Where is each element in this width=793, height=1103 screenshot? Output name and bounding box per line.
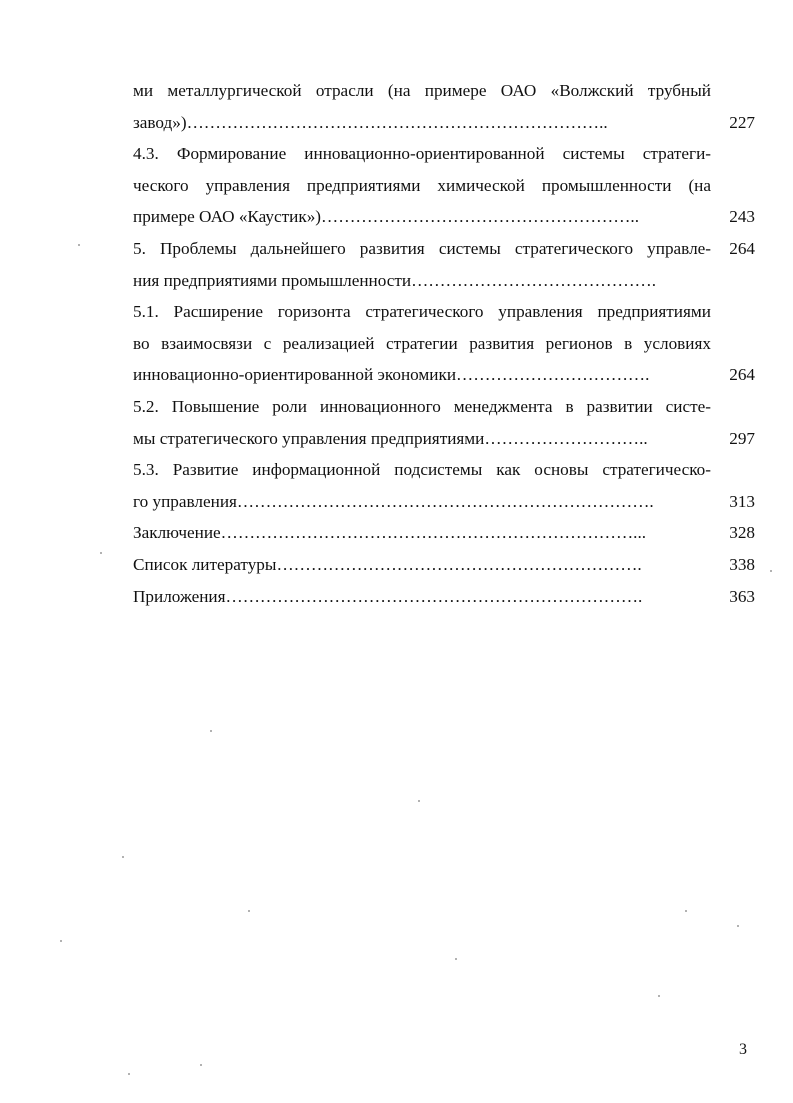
toc-entry bbox=[133, 391, 755, 454]
scan-speck bbox=[128, 1073, 130, 1075]
toc-entry-page: 363 bbox=[729, 586, 755, 606]
toc-entry-page: 313 bbox=[729, 491, 755, 511]
toc-entry-text bbox=[133, 581, 711, 613]
toc-entry-text bbox=[133, 138, 711, 233]
toc-entry bbox=[133, 517, 755, 549]
scan-speck bbox=[78, 244, 80, 246]
toc-entry bbox=[133, 549, 755, 581]
toc-entry-line: инновационно-ориентированной экономики……………………………. bbox=[133, 365, 650, 385]
toc-entry-line: 5. Проблемы дальнейшего развития системы стратегического управле- bbox=[133, 238, 711, 258]
scan-speck bbox=[418, 800, 420, 802]
toc-entry-page: 264 bbox=[729, 365, 755, 385]
scan-speck bbox=[100, 552, 102, 554]
scan-speck bbox=[658, 995, 660, 997]
toc-entry-line: 5.1. Расширение горизонта стратегического управления предприятиями bbox=[133, 302, 711, 322]
toc-entry-line: Приложения………………………………………………………………. bbox=[133, 586, 643, 606]
scan-speck bbox=[200, 1064, 202, 1066]
toc-entry-line: примере ОАО «Каустик»)……………………………………………….. bbox=[133, 207, 639, 227]
toc-entry bbox=[133, 233, 755, 296]
toc-entry-page: 243 bbox=[729, 207, 755, 227]
toc-entry bbox=[133, 138, 755, 233]
toc-entry-line: го управления………………………………………………………………. bbox=[133, 491, 654, 511]
toc-entry-line: 5.3. Развитие информационной подсистемы как основы стратегическо- bbox=[133, 460, 711, 480]
scan-speck bbox=[770, 570, 772, 572]
toc-entry-line: 4.3. Формирование инновационно-ориентированной системы стратеги- bbox=[133, 144, 711, 164]
scan-speck bbox=[248, 910, 250, 912]
toc-entry-line: во взаимосвязи с реализацией стратегии развития регионов в условиях bbox=[133, 333, 711, 353]
toc-entry bbox=[133, 296, 755, 391]
toc-entry-line: ческого управления предприятиями химической промышленности (на bbox=[133, 175, 711, 195]
toc-entry-page: 264 bbox=[729, 238, 755, 258]
toc-entry-text bbox=[133, 296, 711, 391]
toc-entry-line: мы стратегического управления предприятиями……………………….. bbox=[133, 428, 648, 448]
toc-entry-page: 227 bbox=[729, 112, 755, 132]
scan-speck bbox=[737, 925, 739, 927]
toc-entry-line: завод»)……………………………………………………………….. bbox=[133, 112, 608, 132]
toc-entry-line: ния предприятиями промышленности……………………………………. bbox=[133, 270, 657, 290]
scan-speck bbox=[60, 940, 62, 942]
toc-entry bbox=[133, 454, 755, 517]
toc-entry-text bbox=[133, 517, 711, 549]
toc-entry bbox=[133, 75, 755, 138]
toc-entry-text bbox=[133, 233, 711, 296]
toc-entry-text bbox=[133, 549, 711, 581]
scan-speck bbox=[685, 910, 687, 912]
toc-entry-text bbox=[133, 454, 711, 517]
toc-entry-line: ми металлургической отрасли (на примере ОАО «Волжский трубный bbox=[133, 81, 711, 100]
toc-entry-line: 5.2. Повышение роли инновационного менеджмента в развитии систе- bbox=[133, 396, 711, 416]
toc-entry-page: 297 bbox=[729, 428, 755, 448]
scan-speck bbox=[122, 856, 124, 858]
toc-entry bbox=[133, 581, 755, 613]
toc-entry-page: 328 bbox=[729, 523, 755, 543]
scan-speck bbox=[210, 730, 212, 732]
toc-entry-text bbox=[133, 75, 711, 138]
scan-speck bbox=[455, 958, 457, 960]
toc-entry-line: Список литературы………………………………………………………. bbox=[133, 554, 642, 574]
toc-entry-text bbox=[133, 391, 711, 454]
toc-entry-line: Заключение………………………………………………………………... bbox=[133, 523, 647, 543]
toc-entry-page: 338 bbox=[729, 554, 755, 574]
page-number: 3 bbox=[739, 1041, 747, 1058]
table-of-contents bbox=[133, 75, 755, 612]
